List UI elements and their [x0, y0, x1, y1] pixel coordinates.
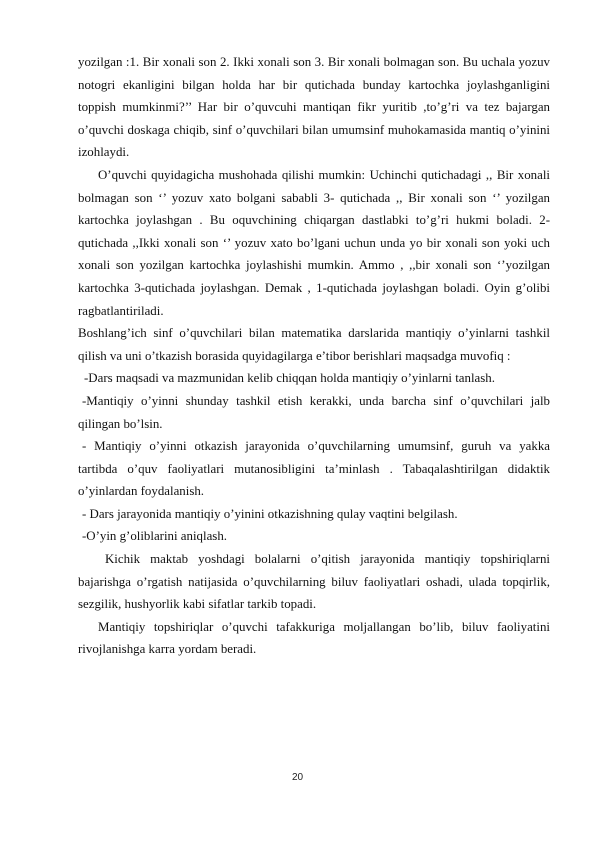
paragraph-3: Boshlang’ich sinf o’quvchilari bilan matematika darslarida mantiqiy o’yinlarni tashkil qilish va uni o’tkazish borasida quyidagilarga e’tibor berishlari maqsadga muvofiq :: [78, 326, 550, 363]
document-body: [78, 51, 550, 661]
list-item-5: -O’yin g’oliblarini aniqlash.: [82, 529, 227, 544]
list-item-4: - Dars jarayonida mantiqiy o’yinini otkazishning qulay vaqtini belgilash.: [82, 506, 458, 521]
paragraph-5: Mantiqiy topshiriqlar o’quvchi tafakkuriga moljallangan bo’lib, biluv faoliyatini rivojlanishga karra yordam beradi.: [78, 619, 550, 657]
list-item-2: -Mantiqiy o’yinni shunday tashkil etish kerakki, unda barcha sinf o’quvchilari jalb qilingan bo’lsin.: [78, 393, 550, 431]
list-item-3: - Mantiqiy o’yinni otkazish jarayonida o’quvchilarning umumsinf, guruh va yakka tartibda o’quv faoliyatlari mutanosibligini ta’minlash . Tabaqalashtirilgan didaktik o’yinlardan foydalanish.: [78, 439, 550, 499]
paragraph-1: yozilgan :1. Bir xonali son 2. Ikki xonali son 3. Bir xonali bolmagan son. Bu uchala yozuv notogri ekanligini bilgan holda har bir qutichada bunday kartochka joylashganligini toppish mumkinmi?’’ Har bir o’quvcuhi mantiqan fikr yuritib ,to’g’ri va tez bajargan o’quvchi doskaga chiqib, sinf o’quvchilari bilan umumsinf muhokamasida mantiq o’yinini izohlaydi.: [78, 55, 550, 160]
paragraph-4: Kichik maktab yoshdagi bolalarni o’qitish jarayonida mantiqiy topshiriqlarni bajarishga o’rgatish natijasida o’quvchilarning biluv faoliyatlari oshadi, ulada topqirlik, sezgilik, hushyorlik kabi sifatlar tarkib topadi.: [78, 552, 550, 612]
list-item-1: -Dars maqsadi va mazmunidan kelib chiqqan holda mantiqiy o’yinlarni tanlash.: [84, 371, 495, 386]
paragraph-2: O’quvchi quyidagicha mushohada qilishi mumkin: Uchinchi qutichadagi ,, Bir xonali bolmagan son ‘’ yozuv xato bolgani sababli 3- qutichada ,, Bir xonali son ‘’ yozilgan kartochka joylashgan . Bu oquvchining chiqargan dastlabki to’g’ri hukmi boladi. 2-qutichada ,,Ikki xonali son ‘’ yozuv xato bo’lgani uchun unda yo bir xonali son yoki uch xonali son yozilgan kartochka joylashishi mumkin. Ammo , ,,bir xonali son ‘’yozilgan kartochka 3-qutichada joylashgan. Demak , 1-qutichada joylashgan boladi. Oyin g’olibi ragbatlantiriladi.: [78, 167, 550, 318]
page-number: 20: [291, 772, 304, 783]
